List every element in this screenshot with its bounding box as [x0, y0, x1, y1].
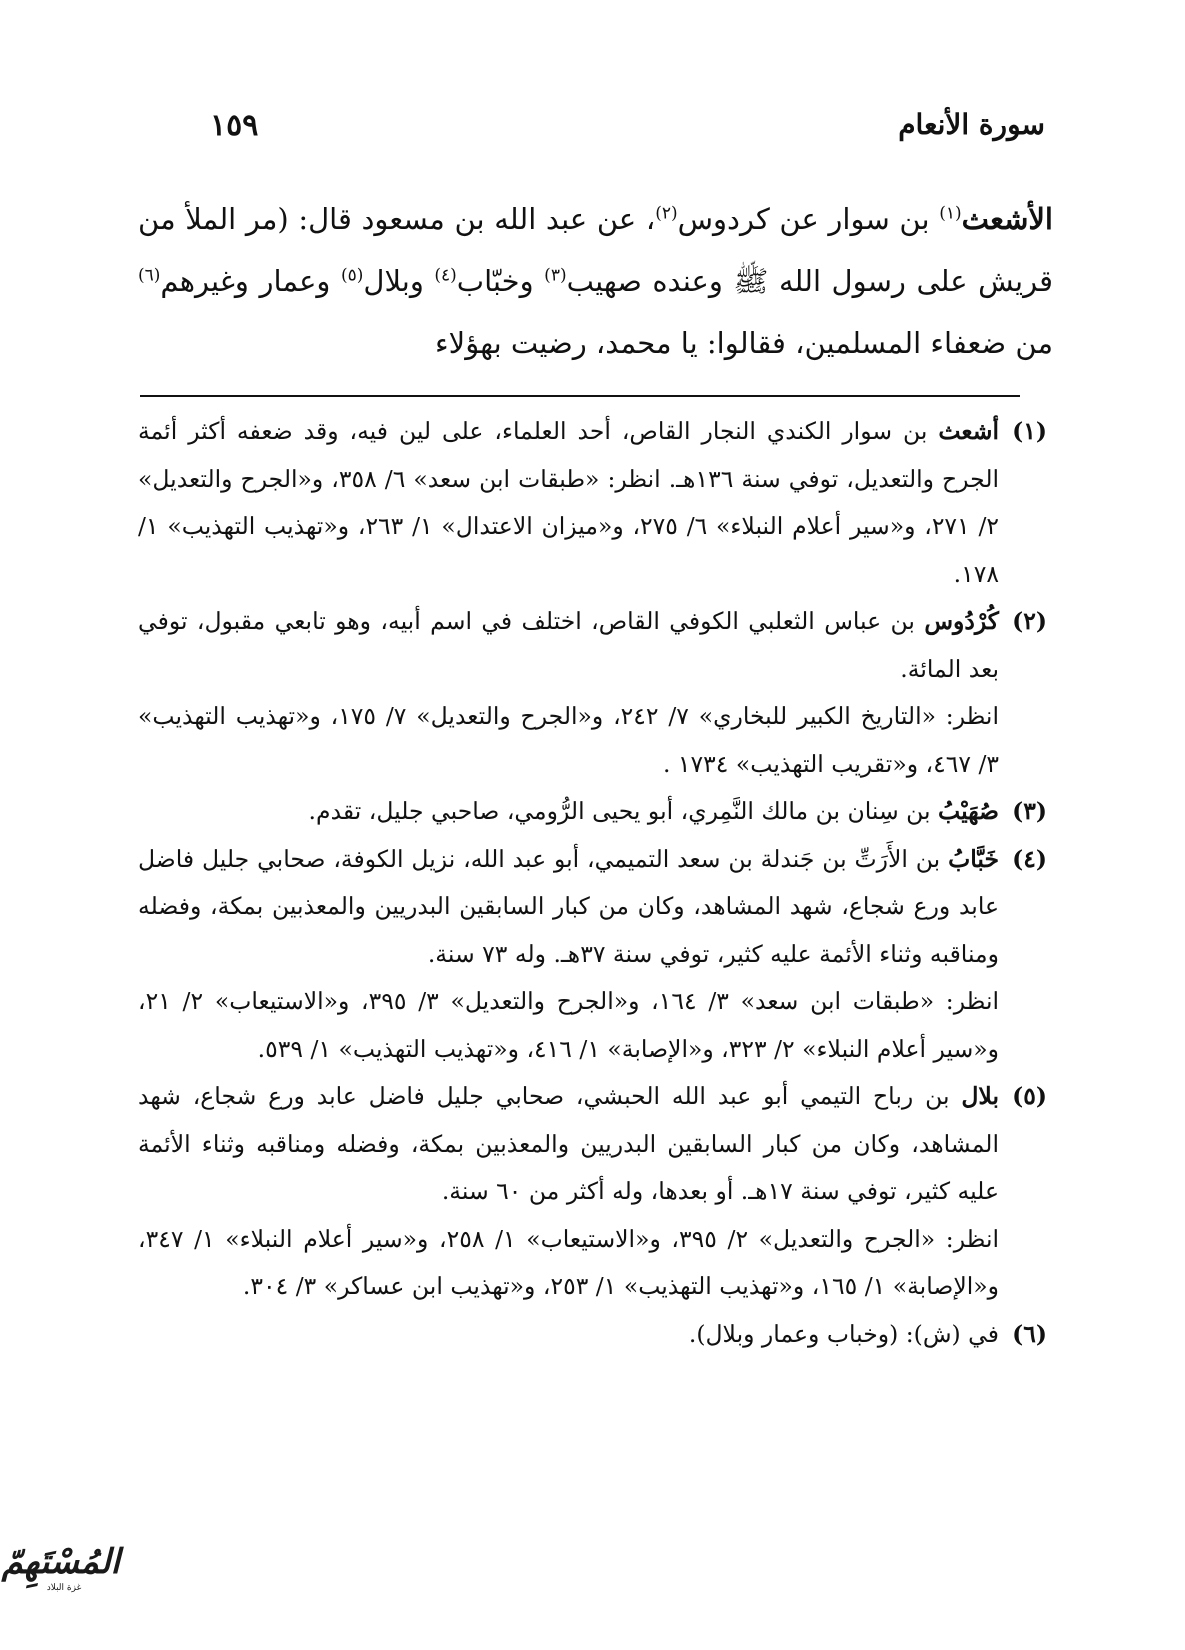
footnote-marker: (١): [939, 203, 962, 224]
footnote-text: بن سِنان بن مالك النَّمِري، أبو يحيى الرُّومي، صاحبي جليل، تقدم.: [308, 797, 939, 825]
stamp-sub-text: غزة البلاد: [46, 1583, 82, 1593]
main-text-word: الأشعث: [961, 202, 1053, 236]
footnote-number: (٣): [1012, 797, 1047, 825]
footnote-5: [138, 1073, 1047, 1311]
footnote-number: (١): [1012, 417, 1047, 445]
footnote-name: أشعث: [938, 417, 999, 445]
footnotes: [138, 408, 1047, 1358]
page-number: ١٥٩: [210, 108, 259, 143]
main-text-segment: وعمار وغيرهم: [160, 264, 341, 298]
footnote-6: [138, 1311, 1047, 1359]
stamp-main-text: المُسْتَهِمّ: [1, 1542, 120, 1582]
footnote-number: (٦): [1012, 1319, 1047, 1348]
footnote-references: انظر: «التاريخ الكبير للبخاري» ٧/ ٢٤٢، و«الجرح والتعديل» ٧/ ١٧٥، و«تهذيب التهذيب» ٣/ ٤٦٧، و«تقريب التهذيب» ١٧٣٤ .: [138, 702, 1000, 778]
footnote-marker: (٤): [434, 265, 457, 286]
footnote-name: صُهَيْبُ: [938, 797, 999, 825]
footnote-references: انظر: «طبقات ابن سعد» ٣/ ١٦٤، و«الجرح والتعديل» ٣/ ٣٩٥، و«الاستيعاب» ٢/ ٢١، و«سير أعلام النبلاء» ٢/ ٣٢٣، و«الإصابة» ١/ ٤١٦، و«تهذيب التهذيب» ١/ ٥٣٩.: [138, 987, 1000, 1063]
footnote-1: [138, 408, 1047, 598]
main-text-segment: ، عن عبد الله بن مسعود قال: (مر الملأ من قريش على رسول الله ﷺ وعنده صهيب: [138, 202, 1053, 298]
footnote-marker: (٢): [655, 203, 678, 224]
footnote-number: (٢): [1012, 607, 1047, 635]
footnote-marker: (٦): [138, 265, 161, 286]
footnote-number: (٤): [1012, 844, 1047, 873]
footnote-divider: [140, 395, 1020, 397]
footnote-2: [138, 598, 1047, 788]
footnote-4: [138, 836, 1047, 1074]
main-text-segment: وبلال: [363, 264, 435, 298]
footnote-text: في (ش): (وخباب وعمار وبلال).: [688, 1319, 999, 1348]
footnote-name: بلال: [961, 1082, 999, 1110]
surah-title: سورة الأنعام: [898, 108, 1045, 141]
main-text-segment: وخبّاب: [456, 264, 545, 298]
footnote-name: خَبَّابُ: [948, 844, 999, 873]
main-text-segment: من ضعفاء المسلمين، فقالوا: يا محمد، رضيت بهؤلاء: [435, 326, 1053, 360]
page-header: [140, 108, 1045, 158]
main-text-segment: بن سوار عن كردوس: [677, 202, 940, 236]
footnote-name: كُرْدُوس: [924, 607, 999, 635]
footnote-text: بن رباح التيمي أبو عبد الله الحبشي، صحابي جليل فاضل عابد ورع شجاع، شهد المشاهد، وكان من كبار السابقين البدريين والمعذبين بمكة، وفضله ومناقبه وثناء الأئمة عليه كثير، توفي سنة ١٧هـ. أو بعدها، وله أكثر من ٦٠ سنة.: [138, 1082, 999, 1205]
main-text: [138, 188, 1053, 374]
footnote-3: [138, 788, 1047, 836]
footnote-text: بن سوار الكندي النجار القاص، أحد العلماء، على لين فيه، وقد ضعفه أكثر أئمة الجرح والتعديل، توفي سنة ١٣٦هـ. انظر: «طبقات ابن سعد» ٦/ ٣٥٨، و«الجرح والتعديل» ٢/ ٢٧١، و«سير أعلام النبلاء» ٦/ ٢٧٥، و«ميزان الاعتدال» ١/ ٢٦٣، و«تهذيب التهذيب» ١/ ١٧٨.: [138, 417, 1000, 588]
library-stamp-logo: [1, 1542, 120, 1602]
footnote-text: بن الأَرَتِّ بن جَندلة بن سعد التميمي، أبو عبد الله، نزيل الكوفة، صحابي جليل فاضل عابد ورع شجاع، شهد المشاهد، وكان من كبار السابقين البدريين والمعذبين بمكة، وفضله ومناقبه وثناء الأئمة عليه كثير، توفي سنة ٣٧هـ. وله ٧٣ سنة.: [138, 844, 999, 968]
footnote-references: انظر: «الجرح والتعديل» ٢/ ٣٩٥، و«الاستيعاب» ١/ ٢٥٨، و«سير أعلام النبلاء» ١/ ٣٤٧، و«الإصابة» ١/ ١٦٥، و«تهذيب التهذيب» ١/ ٢٥٣، و«تهذيب ابن عساكر» ٣/ ٣٠٤.: [138, 1224, 1000, 1300]
footnote-marker: (٥): [340, 265, 364, 286]
footnote-number: (٥): [1012, 1082, 1047, 1110]
footnote-text: بن عباس الثعلبي الكوفي القاص، اختلف في اسم أبيه، وهو تابعي مقبول، توفي بعد المائة.: [138, 607, 999, 683]
footnote-marker: (٣): [544, 265, 567, 286]
